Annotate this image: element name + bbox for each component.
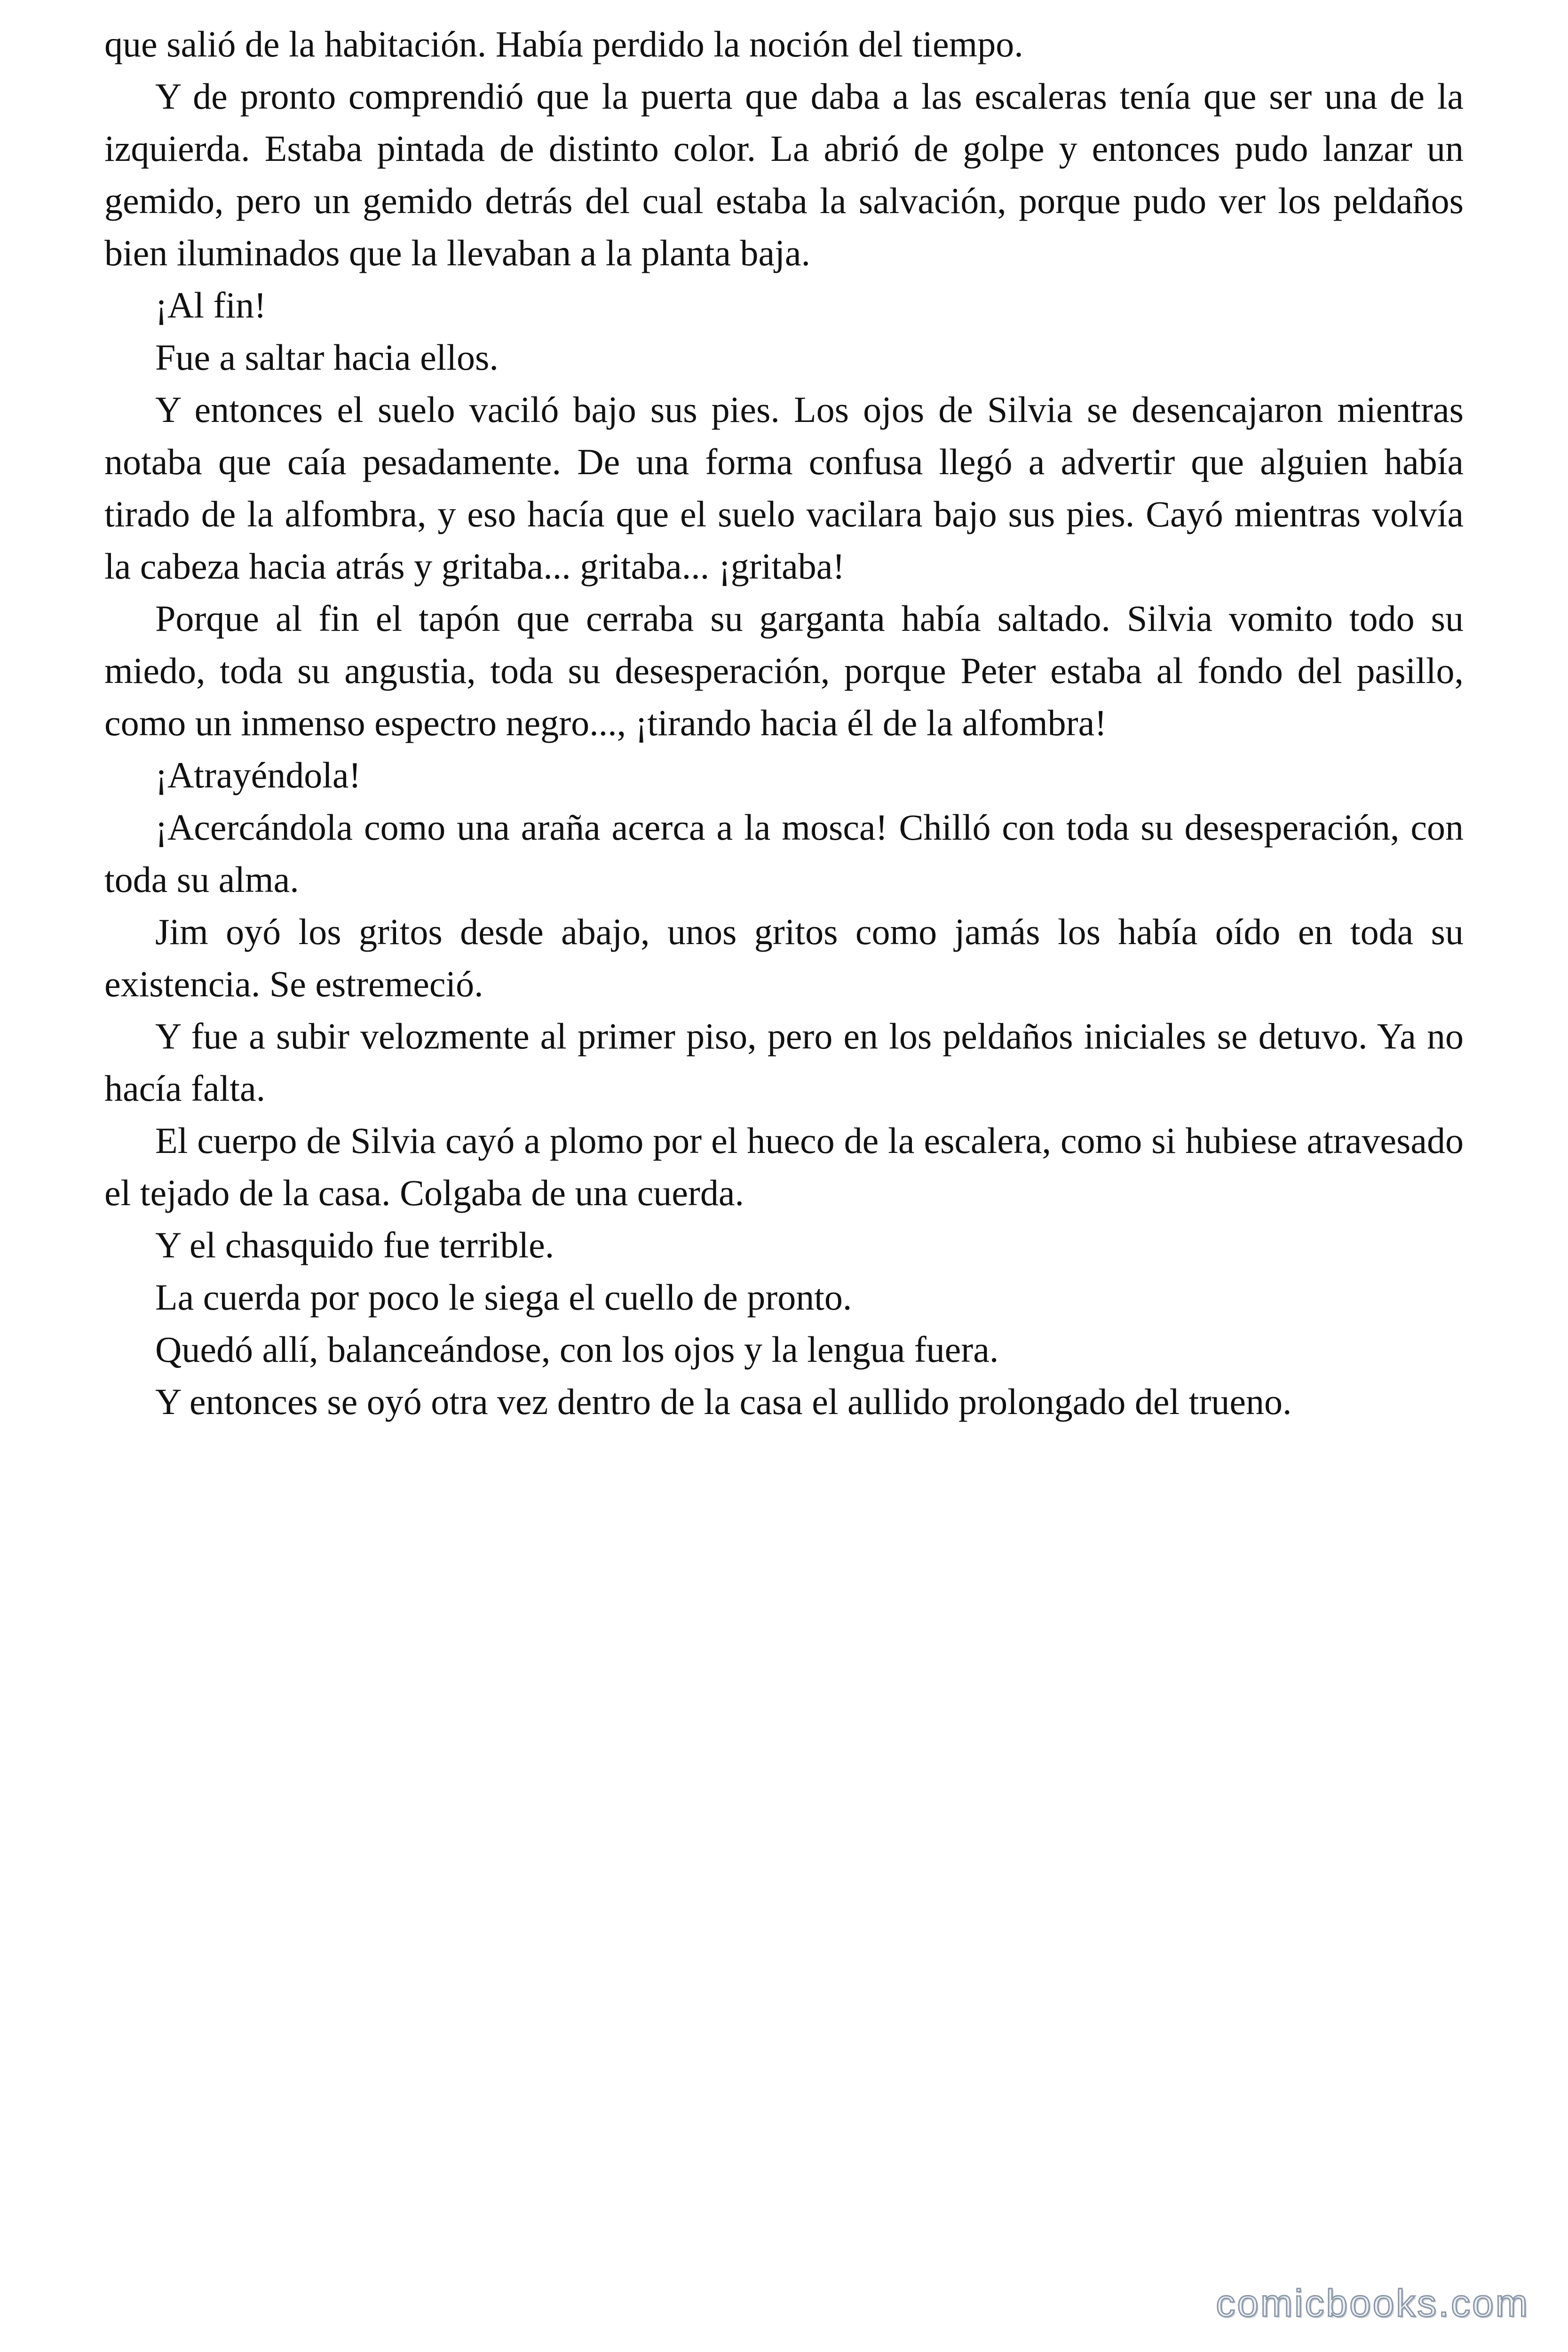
paragraph: ¡Atrayéndola! (155, 755, 361, 795)
paragraph: El cuerpo de Silvia cayó a plomo por el hueco de la escalera, como si hubiese atravesado el tejado de la casa. Colgaba de una cuerda. (104, 1120, 1464, 1213)
paragraph: Fue a saltar hacia ellos. (155, 337, 499, 378)
paragraph: Jim oyó los gritos desde abajo, unos gritos como jamás los había oído en toda su existencia. Se estremeció. (104, 911, 1464, 1004)
paragraph: Y el chasquido fue terrible. (155, 1224, 554, 1265)
watermark: comicbooks.com (1216, 2282, 1529, 2325)
paragraph: ¡Acercándola como una araña acerca a la mosca! Chilló con toda su desesperación, con toda su alma. (104, 807, 1464, 900)
paragraph: que salió de la habitación. Había perdido la noción del tiempo. (104, 24, 1023, 64)
paragraph: ¡Al fin! (155, 285, 267, 326)
paragraph: Y entonces el suelo vaciló bajo sus pies. Los ojos de Silvia se desencajaron mientras notaba que caía pesadamente. De una forma confusa llegó a advertir que alguien había tirado de la alfombra, y eso hacía que el suelo vacilara bajo sus pies. Cayó mientras volvía la cabeza hacia atrás y gritaba... gritaba... ¡gritaba! (104, 389, 1464, 587)
paragraph: Porque al fin el tapón que cerraba su garganta había saltado. Silvia vomito todo su miedo, toda su angustia, toda su desesperación, porque Peter estaba al fondo del pasillo, como un inmenso espectro negro..., ¡tirando hacia él de la alfombra! (104, 598, 1464, 743)
paragraph: La cuerda por poco le siega el cuello de pronto. (155, 1277, 852, 1318)
paragraph: Y entonces se oyó otra vez dentro de la casa el aullido prolongado del trueno. (155, 1381, 1292, 1422)
page-body-text (104, 18, 1464, 1428)
paragraph: Y de pronto comprendió que la puerta que daba a las escaleras tenía que ser una de la izquierda. Estaba pintada de distinto color. La abrió de golpe y entonces pudo lanzar un gemido, pero un gemido detrás del cual estaba la salvación, porque pudo ver los peldaños bien iluminados que la llevaban a la planta baja. (104, 76, 1464, 273)
paragraph: Quedó allí, balanceándose, con los ojos y la lengua fuera. (155, 1329, 999, 1370)
paragraph: Y fue a subir velozmente al primer piso, pero en los peldaños iniciales se detuvo. Ya no hacía falta. (104, 1016, 1464, 1109)
